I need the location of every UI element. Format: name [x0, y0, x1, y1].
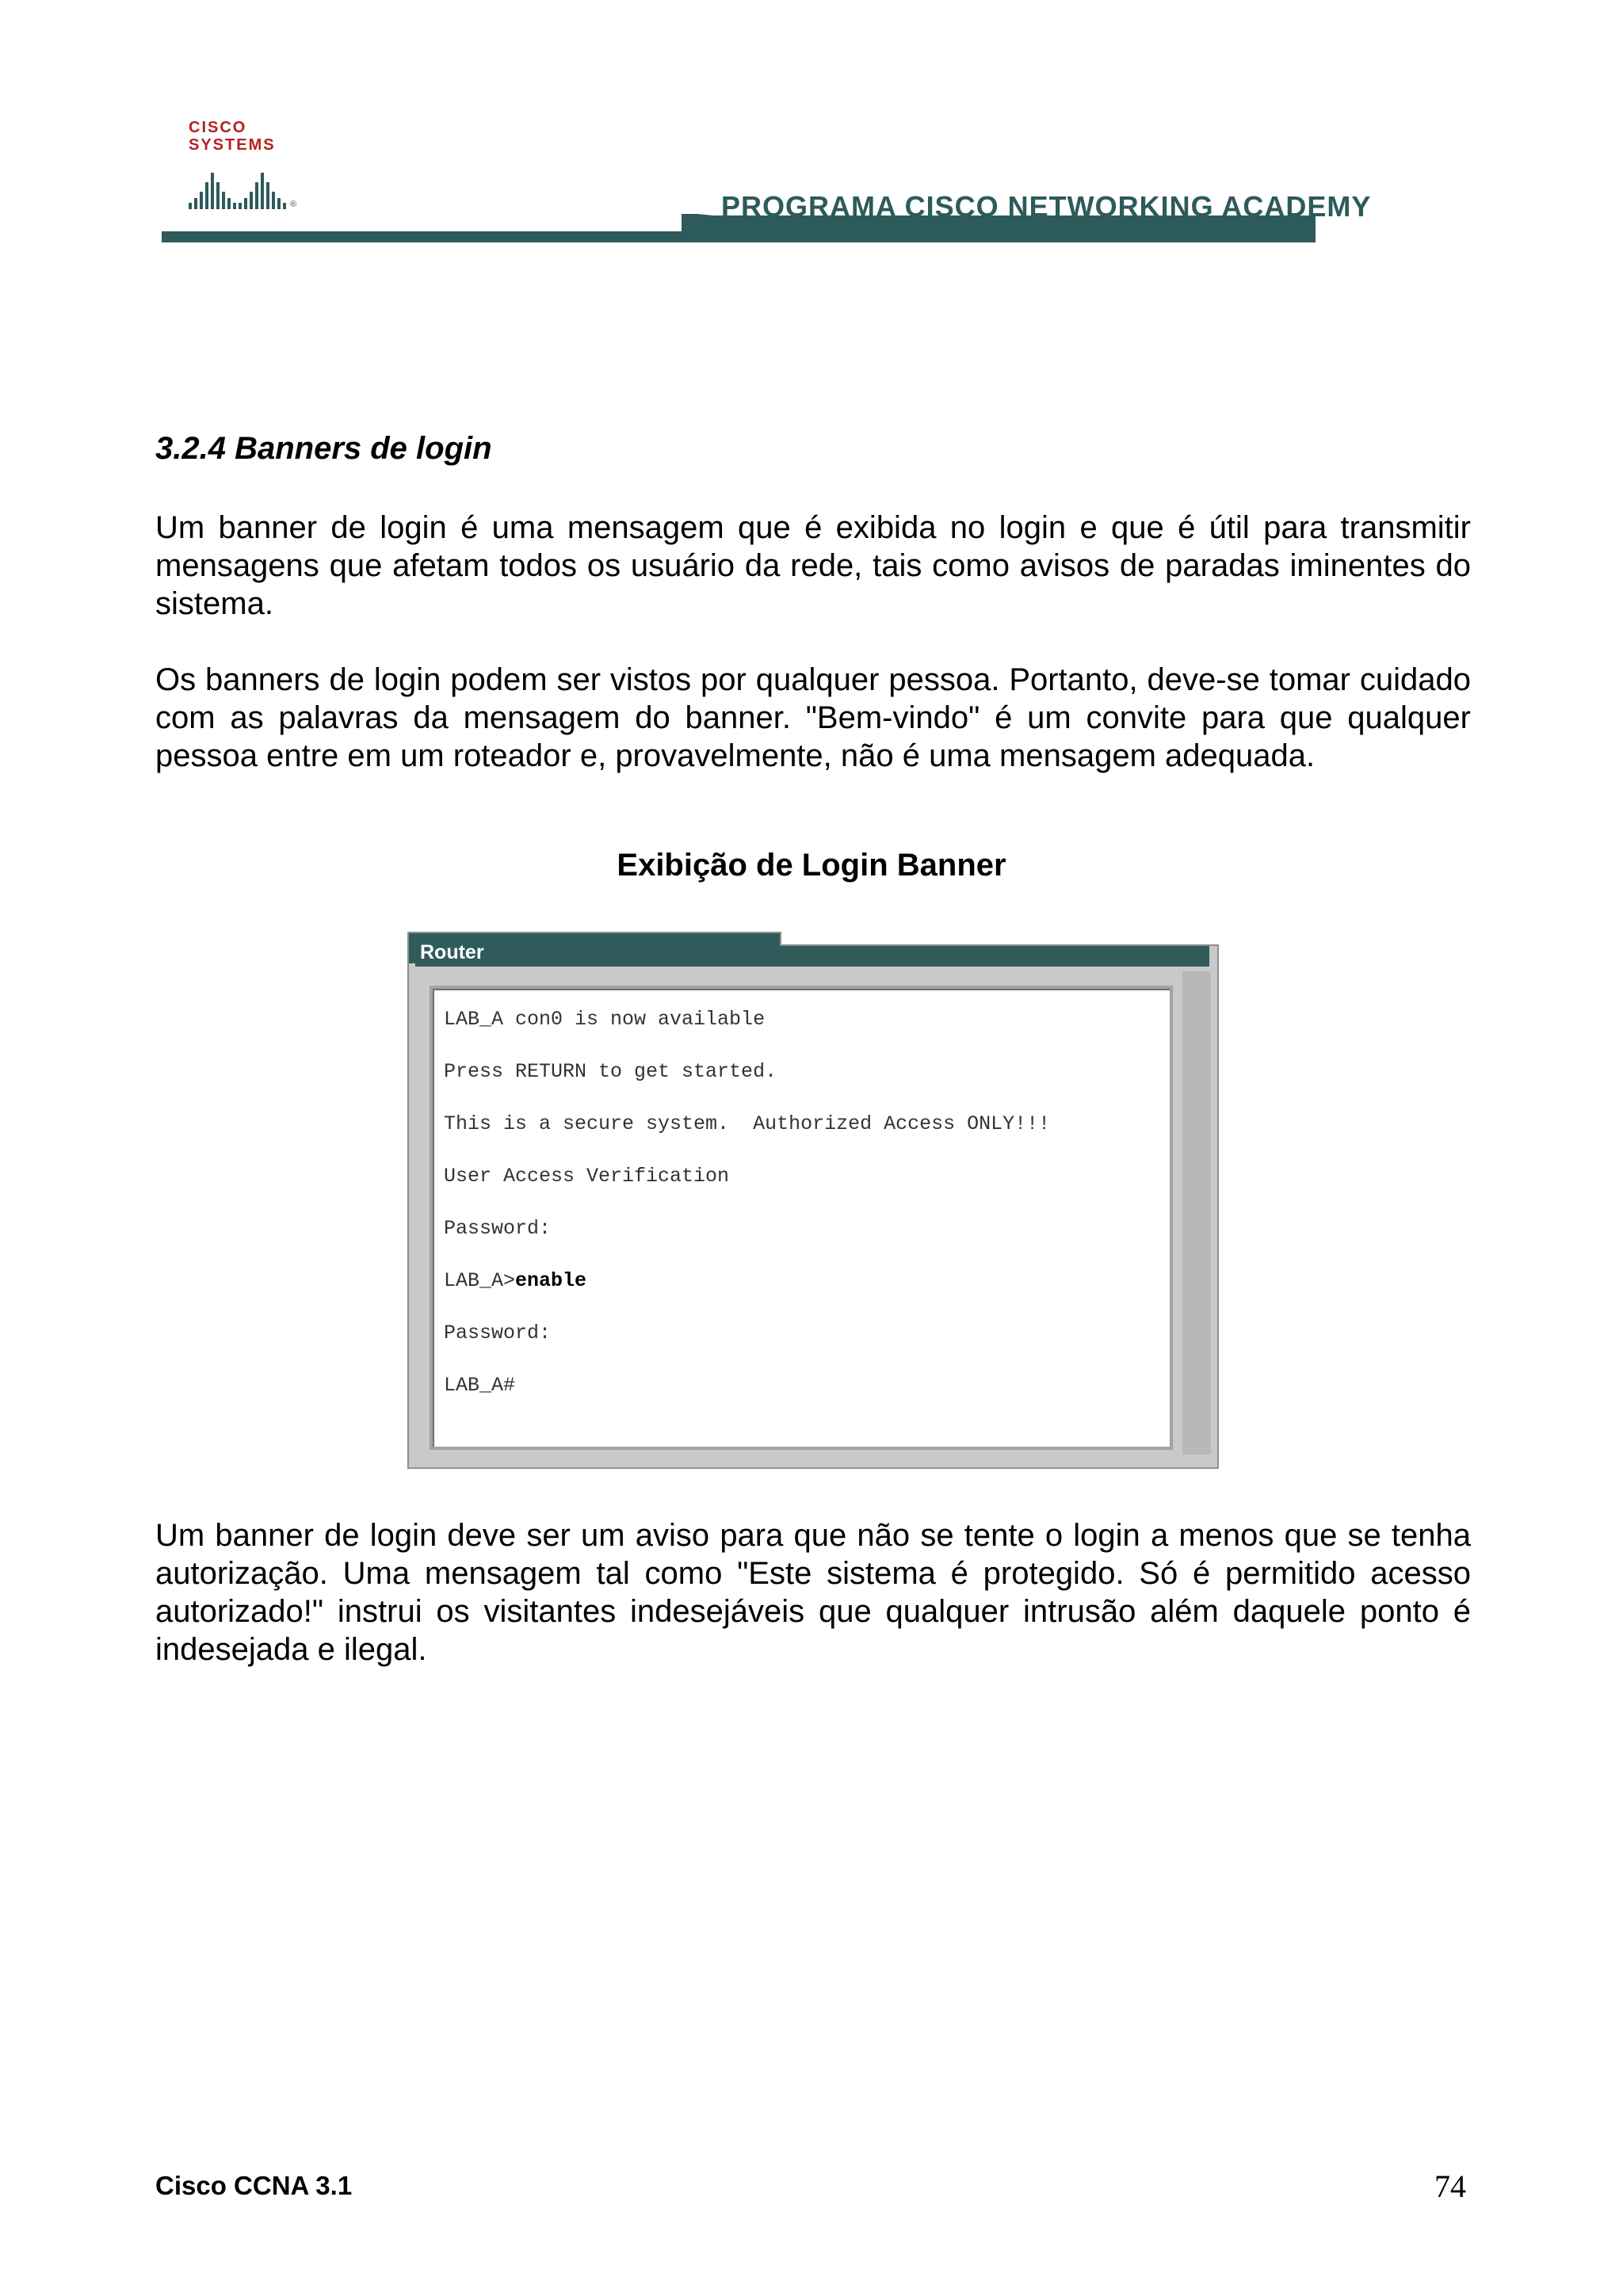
console-line: User Access Verification [444, 1165, 730, 1188]
logo-bars-icon: ® [189, 160, 323, 209]
footer-course: Cisco CCNA 3.1 [155, 2171, 353, 2200]
router-title-bar [415, 946, 1209, 967]
paragraph-intro: Um banner de login é uma mensagem que é exibida no login e que é útil para transmitir mensagens que afetam todos os usuário da rede, tais como avisos de paradas iminentes do sistema. [155, 510, 1471, 621]
page-number: 74 [1434, 2168, 1466, 2204]
console-line: LAB_A con0 is now available [444, 1008, 766, 1031]
logo-text: CISCO SYSTEMS [189, 119, 276, 154]
console-line: Press RETURN to get started. [444, 1060, 777, 1083]
router-console-window [407, 932, 1219, 1469]
paragraph-recommendation: Um banner de login deve ser um aviso para que não se tente o login a menos que se tenha autorização. Uma mensagem tal como "Este sistema é protegido. Só é permitido acesso autorizado!" instrui os visitantes indesejáveis que qualquer intrusão além daquele ponto é indesejada e ilegal. [155, 1518, 1471, 1667]
console-prompt: LAB_A> [444, 1269, 516, 1292]
paragraph-warning: Os banners de login podem ser vistos por qualquer pessoa. Portanto, deve-se tomar cuidado com as palavras da mensagem do banner. "Bem-vindo" é um convite para que qualquer pessoa entre em um roteador e, provavelmente, não é uma mensagem adequada. [155, 662, 1471, 773]
console-line: Password: [444, 1322, 552, 1344]
console-line: Password: [444, 1217, 552, 1240]
console-scrollbar [1182, 971, 1211, 1455]
section-title: 3.2.4 Banners de login [155, 431, 492, 466]
console-line-enable [444, 1255, 1050, 1307]
console-output [430, 986, 1173, 1450]
console-line: LAB_A# [444, 1374, 516, 1397]
cisco-logo [189, 119, 323, 209]
console-line: This is a secure system. Authorized Access ONLY!!! [444, 1112, 1051, 1135]
console-command: enable [515, 1269, 587, 1292]
academy-title: PROGRAMA CISCO NETWORKING ACADEMY [721, 190, 1372, 223]
router-window-title: Router [420, 941, 484, 963]
figure-caption: Exibição de Login Banner [617, 848, 1006, 883]
